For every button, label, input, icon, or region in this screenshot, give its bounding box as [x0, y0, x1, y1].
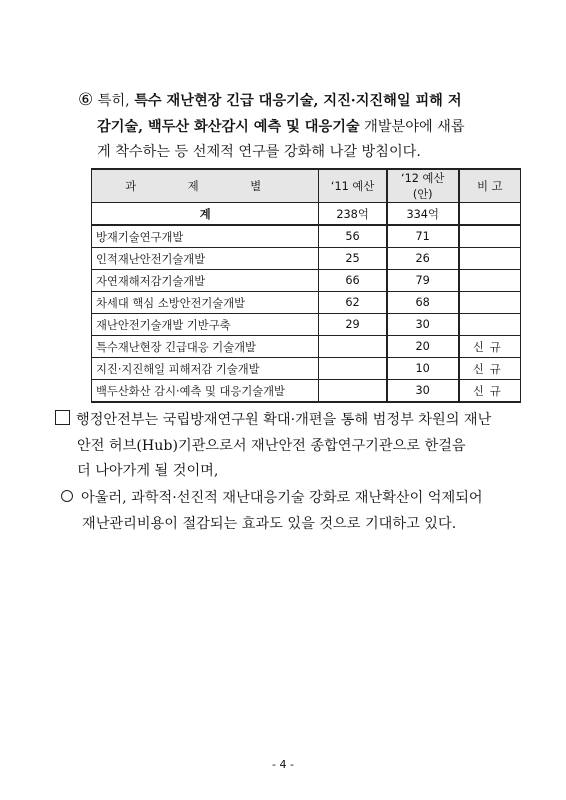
row-name: 방재기술연구개발 [92, 225, 319, 248]
row-2011: 29 [319, 314, 387, 336]
row-2012: 10 [387, 358, 459, 380]
row-2012: 30 [387, 380, 459, 403]
table-row [92, 225, 521, 248]
row-2011 [319, 336, 387, 358]
row-note: 신규 [459, 380, 521, 403]
row-note [459, 292, 521, 314]
row-note [459, 225, 521, 248]
row-note: 신규 [459, 336, 521, 358]
intro-line-3 [78, 140, 528, 166]
row-2011: 62 [319, 292, 387, 314]
intro-line-2 [78, 115, 528, 141]
hub-line-1 [55, 408, 535, 434]
table-header-row [92, 169, 521, 203]
intro-paragraph [78, 88, 528, 166]
hub-text: 더 나아가게 될 것이며, [77, 463, 219, 479]
hub-text: 안전 허브(Hub)기관으로서 재난안전 종합연구기관으로 한걸음 [77, 437, 466, 454]
intro-text-plain: 특히, [97, 93, 135, 109]
row-name: 지진·지진해일 피해저감 기술개발 [92, 358, 319, 380]
intro-line-1 [78, 88, 528, 115]
square-bullet-icon [55, 410, 70, 425]
row-name: 백두산화산 감시·예측 및 대응기술개발 [92, 380, 319, 403]
intro-text-plain: 개발분야에 새롭 [359, 118, 465, 135]
expectation-paragraph [61, 486, 541, 537]
row-2011: 56 [319, 225, 387, 248]
row-2012: 71 [387, 225, 459, 248]
page-number: - 4 - [272, 758, 294, 771]
header-2011-budget: ‘11 예산 [319, 169, 387, 203]
row-name: 차세대 핵심 소방안전기술개발 [92, 292, 319, 314]
hub-paragraph [55, 408, 535, 485]
table-row [92, 248, 521, 270]
row-2012: 79 [387, 270, 459, 292]
row-note [459, 248, 521, 270]
table-row [92, 380, 521, 403]
header-note: 비 고 [459, 169, 521, 203]
row-2011: 25 [319, 248, 387, 270]
intro-text-bold: 특수 재난현장 긴급 대응기술, 지진·지진해일 피해 저 [134, 93, 462, 109]
row-name: 재난안전기술개발 기반구축 [92, 314, 319, 336]
expectation-line-2 [61, 512, 541, 538]
header-2012-budget: ‘12 예산(안) [387, 169, 459, 203]
table-row [92, 358, 521, 380]
expectation-text: 재난관리비용이 절감되는 효과도 있을 것으로 기대하고 있다. [82, 515, 457, 532]
row-2011: 66 [319, 270, 387, 292]
row-2012: 26 [387, 248, 459, 270]
hub-text: 행정안전부는 국립방재연구원 확대·개편을 통해 범정부 차원의 재난 [76, 412, 492, 428]
table-row [92, 292, 521, 314]
header-task: 과 제 별 [92, 169, 319, 203]
row-name: 인적재난안전기술개발 [92, 248, 319, 270]
row-2011 [319, 358, 387, 380]
expectation-line-1 [61, 486, 541, 512]
row-note: 신규 [459, 358, 521, 380]
row-name: 자연재해저감기술개발 [92, 270, 319, 292]
total-2011: 238억 [319, 203, 387, 226]
table-row [92, 336, 521, 358]
row-2012: 68 [387, 292, 459, 314]
row-2012: 20 [387, 336, 459, 358]
total-note [459, 203, 521, 226]
table-total-row [92, 203, 521, 226]
row-2011 [319, 380, 387, 403]
total-label: 계 [92, 203, 319, 226]
table-row [92, 270, 521, 292]
total-2012: 334억 [387, 203, 459, 226]
intro-text-plain: 게 착수하는 등 선제적 연구를 강화해 나갈 방침이다. [97, 144, 421, 160]
expectation-text: 아울러, 과학적·선진적 재난대응기술 강화로 재난확산이 억제되어 [81, 490, 483, 506]
row-name: 특수재난현장 긴급대응 기술개발 [92, 336, 319, 358]
intro-text-bold: 감기술, 백두산 화산감시 예측 및 대응기술 [97, 118, 360, 135]
row-note [459, 270, 521, 292]
hub-line-2 [55, 434, 535, 460]
hub-line-3 [55, 459, 535, 485]
row-2012: 30 [387, 314, 459, 336]
budget-table [91, 168, 521, 403]
row-note [459, 314, 521, 336]
circle-bullet-icon [61, 490, 73, 502]
table-row [92, 314, 521, 336]
item-number-marker: ⑥ [78, 90, 94, 110]
